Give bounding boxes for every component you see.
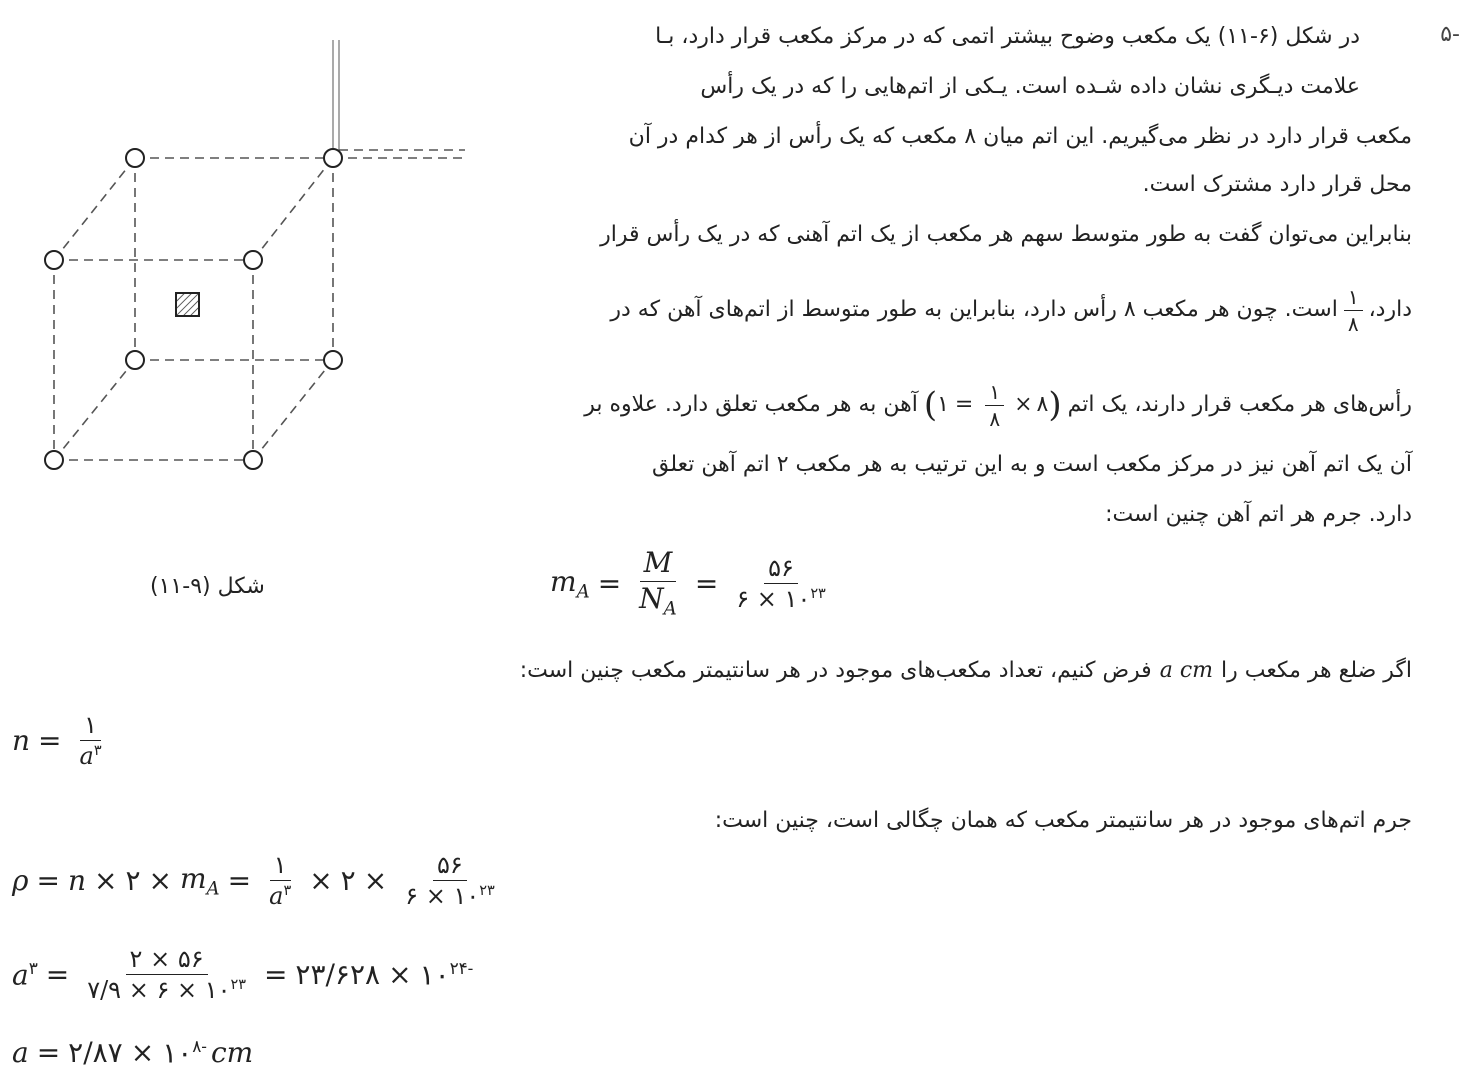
- edge-diag-br: [253, 360, 333, 460]
- text-line-7-start: رأس‌های هر مکعب قرار دارند، یک اتم: [1067, 392, 1412, 417]
- equation-a-cubed: $a^۳$ = $\frac{۲ \times ۵۶}{۷/۹ \times ۶ \times ۱۰^{۲۳}}$ = ۲۳/۶۲۸ × $۱۰^{۲۴-}$: [12, 945, 474, 1005]
- atom-vertex-8: [244, 451, 262, 469]
- text-line-6-start: دارد،: [1368, 297, 1412, 322]
- edge-diag-tl: [54, 158, 135, 260]
- edge-diag-bl: [54, 360, 135, 460]
- text-line-6-end: است. چون هر مکعب ۸ رأس دارد، بنابراین به طور متوسط از اتم‌های آهن که در: [610, 297, 1338, 322]
- atom-vertex-4: [244, 251, 262, 269]
- atom-vertex-2: [324, 149, 342, 167]
- figure-caption: شکل (۹-۱۱): [150, 574, 265, 599]
- text-line-6: [610, 280, 1412, 340]
- text-line-7-end: آهن به هر مکعب تعلق دارد. علاوه بر: [584, 392, 918, 417]
- atom-vertex-3: [45, 251, 63, 269]
- text-line-5: بنابراین می‌توان گفت به طور متوسط سهم هر مکعب از یک اتم آهنی که در یک رأس قرار: [600, 222, 1412, 247]
- text-line-3: مکعب قرار دارد در نظر می‌گیریم. این اتم میان ۸ مکعب که یک رأس از هر کدام در آن: [628, 124, 1412, 149]
- variable-a-cm: a cm: [1159, 658, 1213, 683]
- edge-diag-tr: [253, 158, 333, 260]
- atom-vertex-5: [126, 351, 144, 369]
- atom-vertex-6: [324, 351, 342, 369]
- problem-number: -۵: [1440, 22, 1460, 47]
- text-line-4: محل قرار دارد مشترک است.: [1142, 172, 1412, 197]
- text-line-9: دارد. جرم هر اتم آهن چنین است:: [1105, 502, 1412, 527]
- text-line-8: آن یک اتم آهن نیز در مرکز مکعب است و به این ترتیب به هر مکعب ۲ اتم آهن تعلق: [652, 452, 1412, 477]
- equation-a: a = ۲/۸۷ × $۱۰^{۸-}$ cm: [12, 1036, 254, 1070]
- equation-atom-mass: $m_A$ = $\frac{M}{N_A}$ = $\frac{۵۶}{۶ \times ۱۰^{۲۳}}$: [550, 546, 826, 620]
- atom-vertex-1: [126, 149, 144, 167]
- cube-lattice-figure: [30, 30, 470, 480]
- equation-density: ρ = n × ۲ × $m_A$ = $\frac{۱}{a^۳}$ × ۲ × $\frac{۵۶}{۶ \times ۱۰^{۲۳}}$: [12, 851, 495, 911]
- text-line-1: در شکل (۶-۱۱) یک مکعب وضوح بیشتر اتمی که در مرکز مکعب قرار دارد، بـا: [655, 24, 1360, 49]
- text-line-7: [584, 375, 1412, 435]
- text-line-11: جرم اتم‌های موجود در هر سانتیمتر مکعب که همان چگالی است، چنین است:: [714, 808, 1412, 833]
- text-line-2: علامت دیـگری نشان داده شـده است. یـکی از اتم‌هایی را که در یک رأس: [700, 74, 1360, 99]
- atom-vertex-7: [45, 451, 63, 469]
- equation-n: n = $\frac{۱}{a^۳}$: [12, 711, 102, 771]
- inline-expression-eight-times-eighth: ( ۱ = $\frac{۱}{۸}$ × ۸ ): [923, 379, 1062, 431]
- atom-center-marker: [176, 293, 199, 316]
- text-line-10: اگر ضلع هر مکعب را a cm فرض کنیم، تعداد مکعب‌های موجود در هر سانتیمتر مکعب چنین است:: [520, 656, 1412, 686]
- fraction-one-eighth: $\frac{۱}{۸}$: [1344, 286, 1363, 335]
